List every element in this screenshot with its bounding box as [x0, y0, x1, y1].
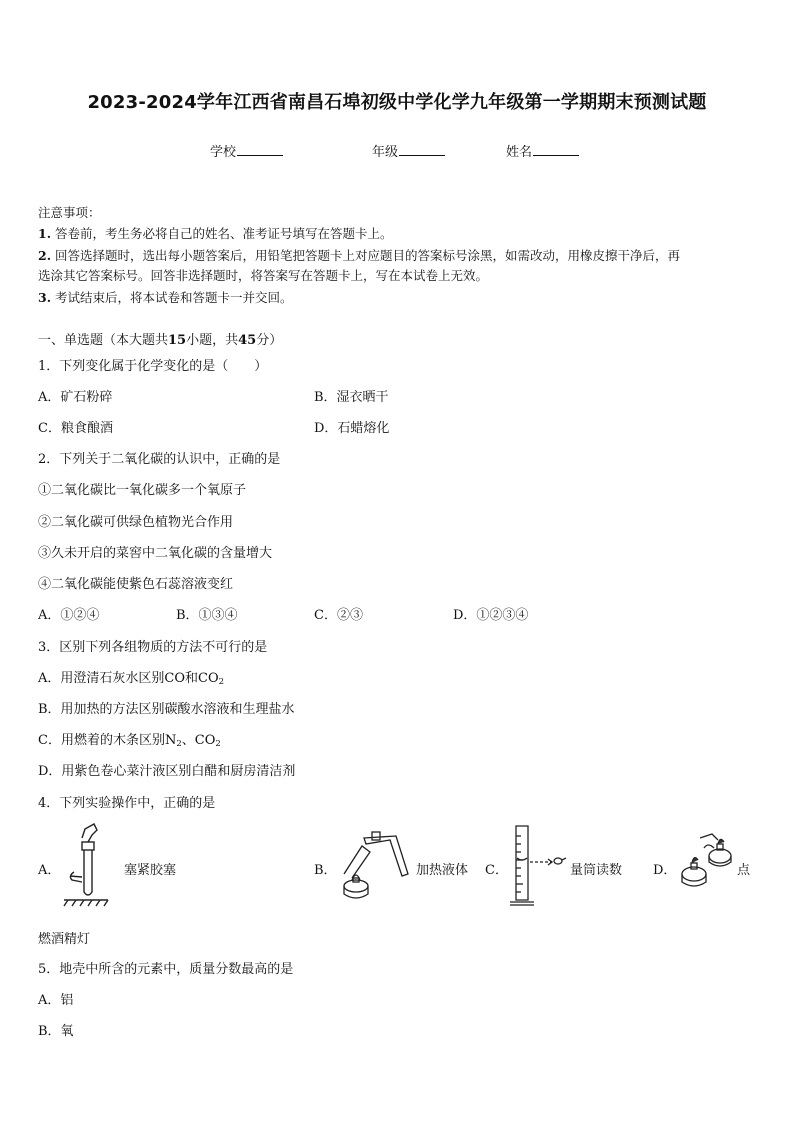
section-heading	[38, 329, 282, 348]
page-title: 2023-2024学年江西省南昌石埠初级中学化学九年级第一学期期末预测试题	[87, 92, 707, 113]
section-middle: 小题，共	[186, 333, 239, 348]
q2-statement-3: ③久未开启的菜窖中二氧化碳的含量增大	[38, 546, 273, 561]
q4-option-d-letter: D．	[653, 863, 677, 878]
note-item-1	[38, 224, 393, 242]
q4-option-c-label: 量筒读数	[570, 863, 623, 878]
section-count: 15	[168, 333, 187, 348]
q4-option-d-label-2: 燃酒精灯	[38, 932, 91, 947]
q4-option-c-letter: C．	[485, 863, 508, 878]
note-text: 答卷前，考生务必将自己的姓名、准考证号填写在答题卡上。	[55, 226, 393, 241]
name-field	[506, 141, 579, 160]
name-blank	[533, 143, 579, 156]
section-score: 45	[238, 333, 257, 348]
q1-option-c: C．粮食酿酒	[38, 421, 113, 436]
lighting-alcohol-lamp-figure	[678, 830, 736, 892]
question-2-stem: 2．下列关于二氧化碳的认识中，正确的是	[38, 452, 281, 467]
q3-option-b: B．用加热的方法区别碳酸水溶液和生理盐水	[38, 702, 295, 717]
q5-option-b: B．氧	[38, 1024, 74, 1039]
q4-option-b-label: 加热液体	[416, 863, 469, 878]
note-item-2-cont	[38, 266, 488, 284]
subscript: 2	[218, 677, 225, 687]
q2-option-c: C．②③	[314, 608, 363, 623]
q4-option-a-letter: A．	[38, 863, 61, 878]
note-text: 考试结束后，将本试卷和答题卡一并交回。	[55, 290, 293, 305]
subscript: 2	[215, 739, 221, 749]
note-number: 3.	[38, 290, 52, 305]
notes-heading: 注意事项：	[38, 205, 101, 220]
note-number: 1.	[38, 226, 52, 241]
q3-option-c	[38, 729, 221, 749]
q2-option-a: A．①②④	[38, 608, 100, 623]
note-item-3	[38, 288, 293, 306]
school-blank	[237, 143, 283, 156]
q2-option-b: B．①③④	[176, 608, 238, 623]
q3-option-a-text: A．用澄清石灰水区别CO和CO	[38, 671, 219, 686]
school-label: 学校	[210, 145, 237, 160]
q1-option-a: A．矿石粉碎	[38, 390, 113, 405]
graduated-cylinder-figure	[508, 824, 570, 908]
q4-option-a-label: 塞紧胶塞	[124, 863, 177, 878]
q1-option-b: B．湿衣晒干	[314, 390, 389, 405]
heating-liquid-figure	[336, 830, 416, 902]
q3-option-a	[38, 667, 224, 687]
q3-option-c-text: C．用燃着的木条区别N	[38, 733, 177, 748]
q2-option-d: D．①②③④	[453, 608, 529, 623]
subscript: 2	[176, 739, 182, 749]
question-5-stem: 5．地壳中所含的元素中，质量分数最高的是	[38, 962, 294, 977]
q2-statement-1: ①二氧化碳比一氧化碳多一个氧原子	[38, 483, 247, 498]
q4-option-d-label-1: 点	[737, 863, 751, 878]
q3-option-c-text-mid: 、CO	[181, 733, 216, 748]
school-field	[210, 141, 283, 160]
q2-statement-4: ④二氧化碳能使紫色石蕊溶液变红	[38, 577, 234, 592]
q5-option-a: A．铝	[38, 993, 74, 1008]
note-item-2	[38, 246, 680, 264]
section-suffix: 分）	[256, 333, 283, 348]
grade-blank	[399, 143, 445, 156]
section-prefix: 一、单选题（本大题共	[38, 333, 169, 348]
grade-label: 年级	[372, 145, 399, 160]
question-3-stem: 3．区别下列各组物质的方法不可行的是	[38, 640, 268, 655]
test-tube-stopper-figure	[62, 820, 110, 908]
note-text: 选涂其它答案标号。回答非选择题时，将答案写在答题卡上，写在本试卷上无效。	[38, 268, 489, 283]
grade-field	[372, 141, 445, 160]
q2-statement-2: ②二氧化碳可供绿色植物光合作用	[38, 515, 234, 530]
q4-option-b-letter: B．	[314, 863, 337, 878]
name-label: 姓名	[506, 145, 533, 160]
question-1-stem: 1．下列变化属于化学变化的是（ ）	[38, 359, 268, 374]
q1-option-d: D．石蜡熔化	[314, 421, 390, 436]
note-text: 回答选择题时，选出每小题答案后，用铅笔把答题卡上对应题目的答案标号涂黑，如需改动，用橡皮擦干净后，再	[55, 248, 681, 263]
q3-option-d: D．用紫色卷心菜汁液区别白醋和厨房清洁剂	[38, 764, 296, 779]
question-4-stem: 4．下列实验操作中，正确的是	[38, 796, 216, 811]
note-number: 2.	[38, 248, 52, 263]
